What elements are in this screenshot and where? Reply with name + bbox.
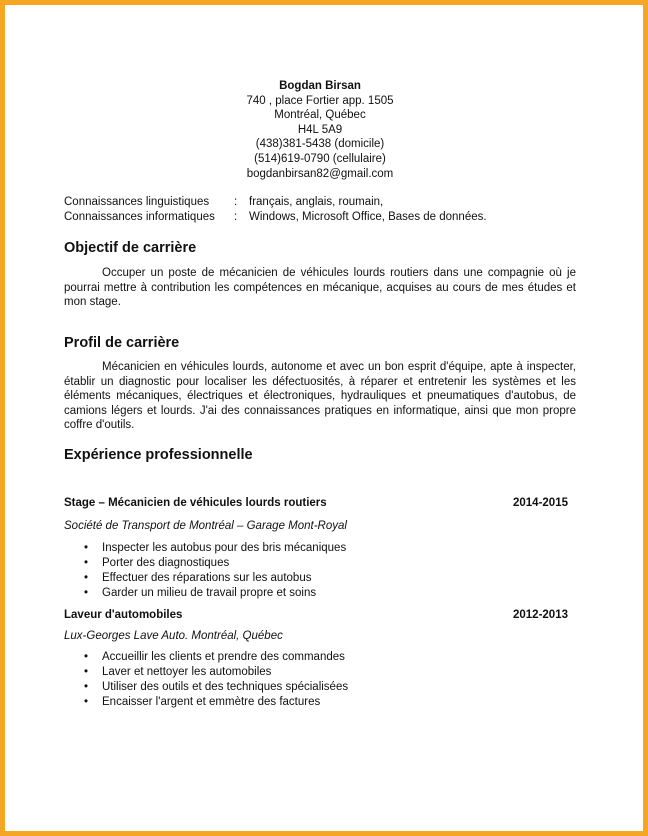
job-tasks-list	[84, 650, 348, 710]
job-tasks-list	[84, 541, 346, 601]
skill-label: Connaissances informatiques	[64, 211, 215, 223]
job-company: Société de Transport de Montréal – Garage Mont-Royal	[64, 520, 347, 532]
email-address: bogdanbirsan82@gmail.com	[246, 167, 394, 180]
job-company: Lux-Georges Lave Auto. Montréal, Québec	[64, 630, 283, 642]
skill-separator: :	[234, 196, 238, 208]
objective-text: Occuper un poste de mécanicien de véhicules lourds routiers dans une compagnie où je pourrai mettre à contribution les compétences en mécanique, acquises au cours de mes études et mon stage.	[64, 267, 576, 309]
list-item: • Encaisser l'argent et emmètre des factures	[84, 695, 348, 710]
job-header-1	[64, 496, 568, 511]
list-item: • Laver et nettoyer les automobiles	[84, 665, 348, 680]
phone-cell: (514)619-0790 (cellulaire)	[254, 152, 386, 165]
contact-header	[64, 79, 576, 181]
list-item: • Effectuer des réparations sur les autobus	[84, 571, 346, 586]
job-years: 2012-2013	[513, 609, 568, 621]
profile-text: Mécanicien en véhicules lourds, autonome et avec un bon esprit d'équipe, apte à inspecter, établir un diagnostic pour localiser les défectuosités, à réparer et entretenir les systèmes et les éléments mécaniques, électriques et électroniques, hydrauliques et pneumatiques d'autobus, de camions légers et lourds. J'ai des connaissances pratiques en informatique, ainsi que mon propre coffre d'outils.	[64, 361, 576, 432]
address-line-2: Montréal, Québec	[274, 109, 366, 122]
job-header-2	[64, 608, 568, 623]
phone-home: (438)381-5438 (domicile)	[255, 138, 385, 151]
list-item: • Inspecter les autobus pour des bris mécaniques	[84, 541, 346, 556]
skill-separator: :	[234, 211, 238, 223]
skill-value: français, anglais, roumain,	[249, 196, 384, 208]
profile-heading: Profil de carrière	[64, 335, 180, 351]
skill-row-computing	[64, 210, 576, 225]
job-years: 2014-2015	[513, 497, 568, 509]
postal-code: H4L 5A9	[297, 123, 343, 136]
skills-section	[64, 195, 576, 225]
address-line-1: 740 , place Fortier app. 1505	[246, 94, 394, 107]
skill-label: Connaissances linguistiques	[64, 196, 210, 208]
list-item: • Accueillir les clients et prendre des commandes	[84, 650, 348, 665]
candidate-name: Bogdan Birsan	[279, 80, 361, 92]
job-title: Stage – Mécanicien de véhicules lourds routiers	[64, 497, 327, 509]
skill-row-languages	[64, 195, 576, 210]
skill-value: Windows, Microsoft Office, Bases de données.	[249, 211, 487, 223]
list-item: • Garder un milieu de travail propre et soins	[84, 586, 346, 601]
job-title: Laveur d'automobiles	[64, 609, 183, 621]
list-item: • Porter des diagnostiques	[84, 556, 346, 571]
list-item: • Utiliser des outils et des techniques spécialisées	[84, 680, 348, 695]
objective-heading: Objectif de carrière	[64, 240, 197, 256]
experience-heading: Expérience professionnelle	[64, 447, 253, 463]
